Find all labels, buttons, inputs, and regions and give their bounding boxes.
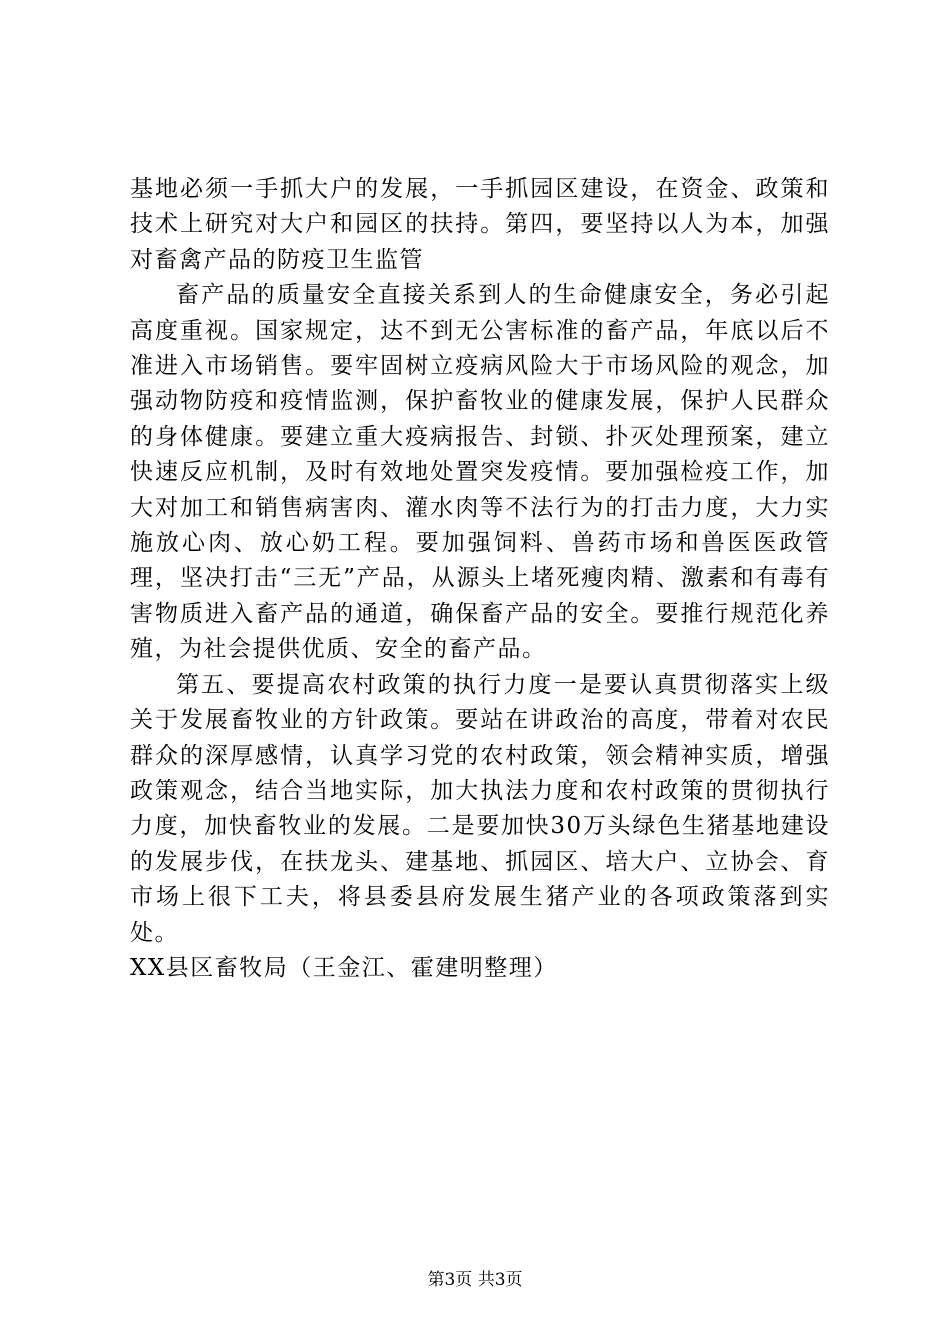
paragraph-3: 第五、要提高农村政策的执行力度一是要认真贯彻落实上级关于发展畜牧业的方针政策。要站在讲政治的高度，带着对农民群众的深厚感情，认真学习党的农村政策，领会精神实质，增强政策观念，结合当地实际，加大执法力度和农村政策的贯彻执行力度，加快畜牧业的发展。二是要加快30万头绿色生猪基地建设的发展步伐，在扶龙头、建基地、抓园区、培大户、立协会、育市场上很下工夫，将县委县府发展生猪产业的各项政策落到实处。	[130, 671, 830, 946]
document-body	[130, 172, 830, 986]
paragraph-1: 基地必须一手抓大户的发展，一手抓园区建设，在资金、政策和技术上研究对大户和园区的扶持。第四，要坚持以人为本，加强对畜禽产品的防疫卫生监管	[130, 176, 830, 273]
signature-line: XX县区畜牧局（王金江、霍建明整理）	[130, 954, 558, 981]
paragraph-2: 畜产品的质量安全直接关系到人的生命健康安全，务必引起高度重视。国家规定，达不到无公害标准的畜产品，年底以后不准进入市场销售。要牢固树立疫病风险大于市场风险的观念，加强动物防疫和疫情监测，保护畜牧业的健康发展，保护人民群众的身体健康。要建立重大疫病报告、封锁、扑灭处理预案，建立快速反应机制，及时有效地处置突发疫情。要加强检疫工作，加大对加工和销售病害肉、灌水肉等不法行为的打击力度，大力实施放心肉、放心奶工程。要加强饲料、兽药市场和兽医医政管理，坚决打击“三无”产品，从源头上堵死瘦肉精、激素和有毒有害物质进入畜产品的通道，确保畜产品的安全。要推行规范化养殖，为社会提供优质、安全的畜产品。	[130, 282, 830, 663]
page-number-footer: 第3页 共3页	[427, 1270, 523, 1290]
